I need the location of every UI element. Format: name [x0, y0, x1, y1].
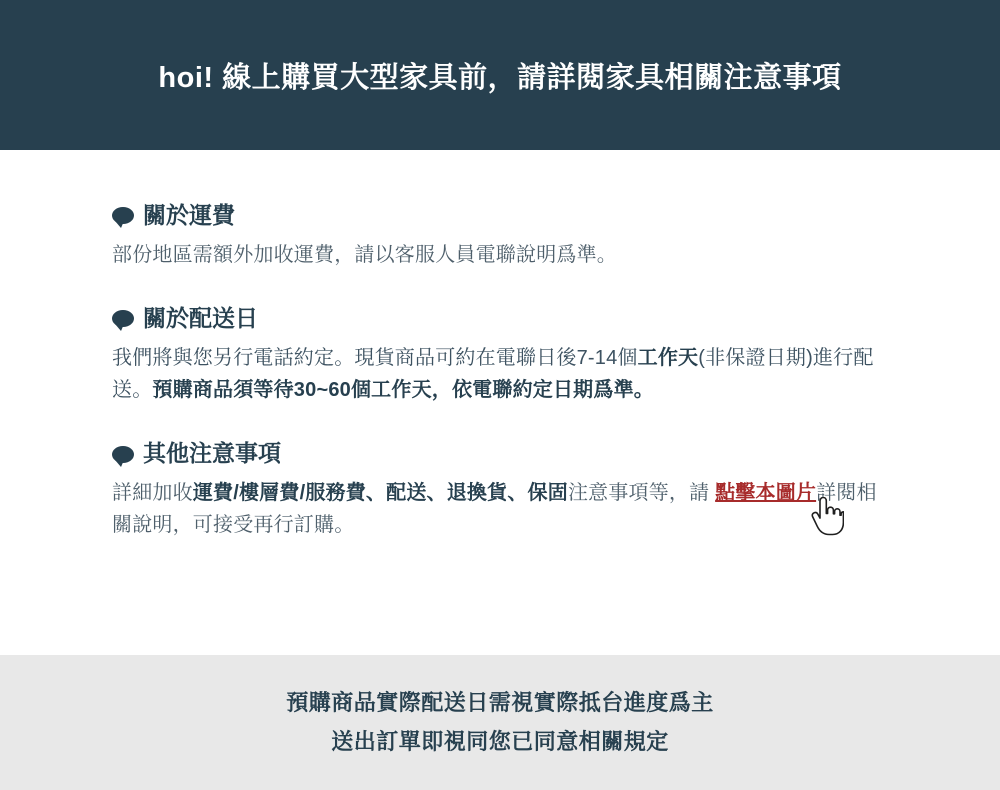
section-body: [112, 239, 888, 271]
delivery-emphasis-workdays: 工作天: [637, 346, 699, 369]
section-title: 關於配送日: [143, 304, 258, 331]
section-heading: [112, 202, 888, 230]
footer-line-1: 預購商品實際配送日需視實際抵台進度爲主: [286, 690, 714, 715]
section-title: 關於運費: [143, 202, 235, 228]
section-body-text: 部份地區需額外加收運費，請以客服人員電聯說明爲準。: [112, 243, 617, 266]
section-body: [112, 477, 888, 542]
section-heading: [112, 305, 888, 333]
delivery-text-part1: 我們將與您另行電話約定。現貨商品可約在電聯日後7-14個: [112, 346, 638, 369]
page-footer: [0, 655, 1000, 790]
speech-bubble-icon: [112, 446, 134, 463]
footer-line-2: 送出訂單即視同您已同意相關規定: [331, 728, 669, 754]
section-shipping-fee: [112, 202, 888, 271]
other-text-part3: 詳閱相關說明，可接受再行訂購。: [112, 481, 877, 537]
section-other-notices: [112, 440, 888, 541]
delivery-emphasis-preorder: 預購商品須等待30~60個工作天，依電聯約定日期爲準。: [152, 378, 654, 401]
speech-bubble-icon: [112, 207, 134, 224]
other-text-part1: 詳細加收: [112, 481, 193, 504]
click-image-link[interactable]: 點擊本圖片: [715, 481, 817, 504]
notice-content: [0, 150, 1000, 655]
page-title: hoi! 線上購買大型家具前，請詳閱家具相關注意事項: [158, 61, 842, 94]
other-emphasis-fees: 運費/樓層費/服務費、配送、退換貨、保固: [192, 481, 568, 504]
section-title: 其他注意事項: [143, 440, 281, 467]
section-heading: [112, 440, 888, 468]
section-delivery-date: [112, 305, 888, 406]
page-banner: [0, 0, 1000, 150]
section-body: [112, 342, 888, 407]
other-text-part2: 注意事項等，請: [567, 481, 710, 504]
delivery-text-part2: (非保證日期)進行配送。: [112, 346, 874, 401]
speech-bubble-icon: [112, 310, 134, 327]
